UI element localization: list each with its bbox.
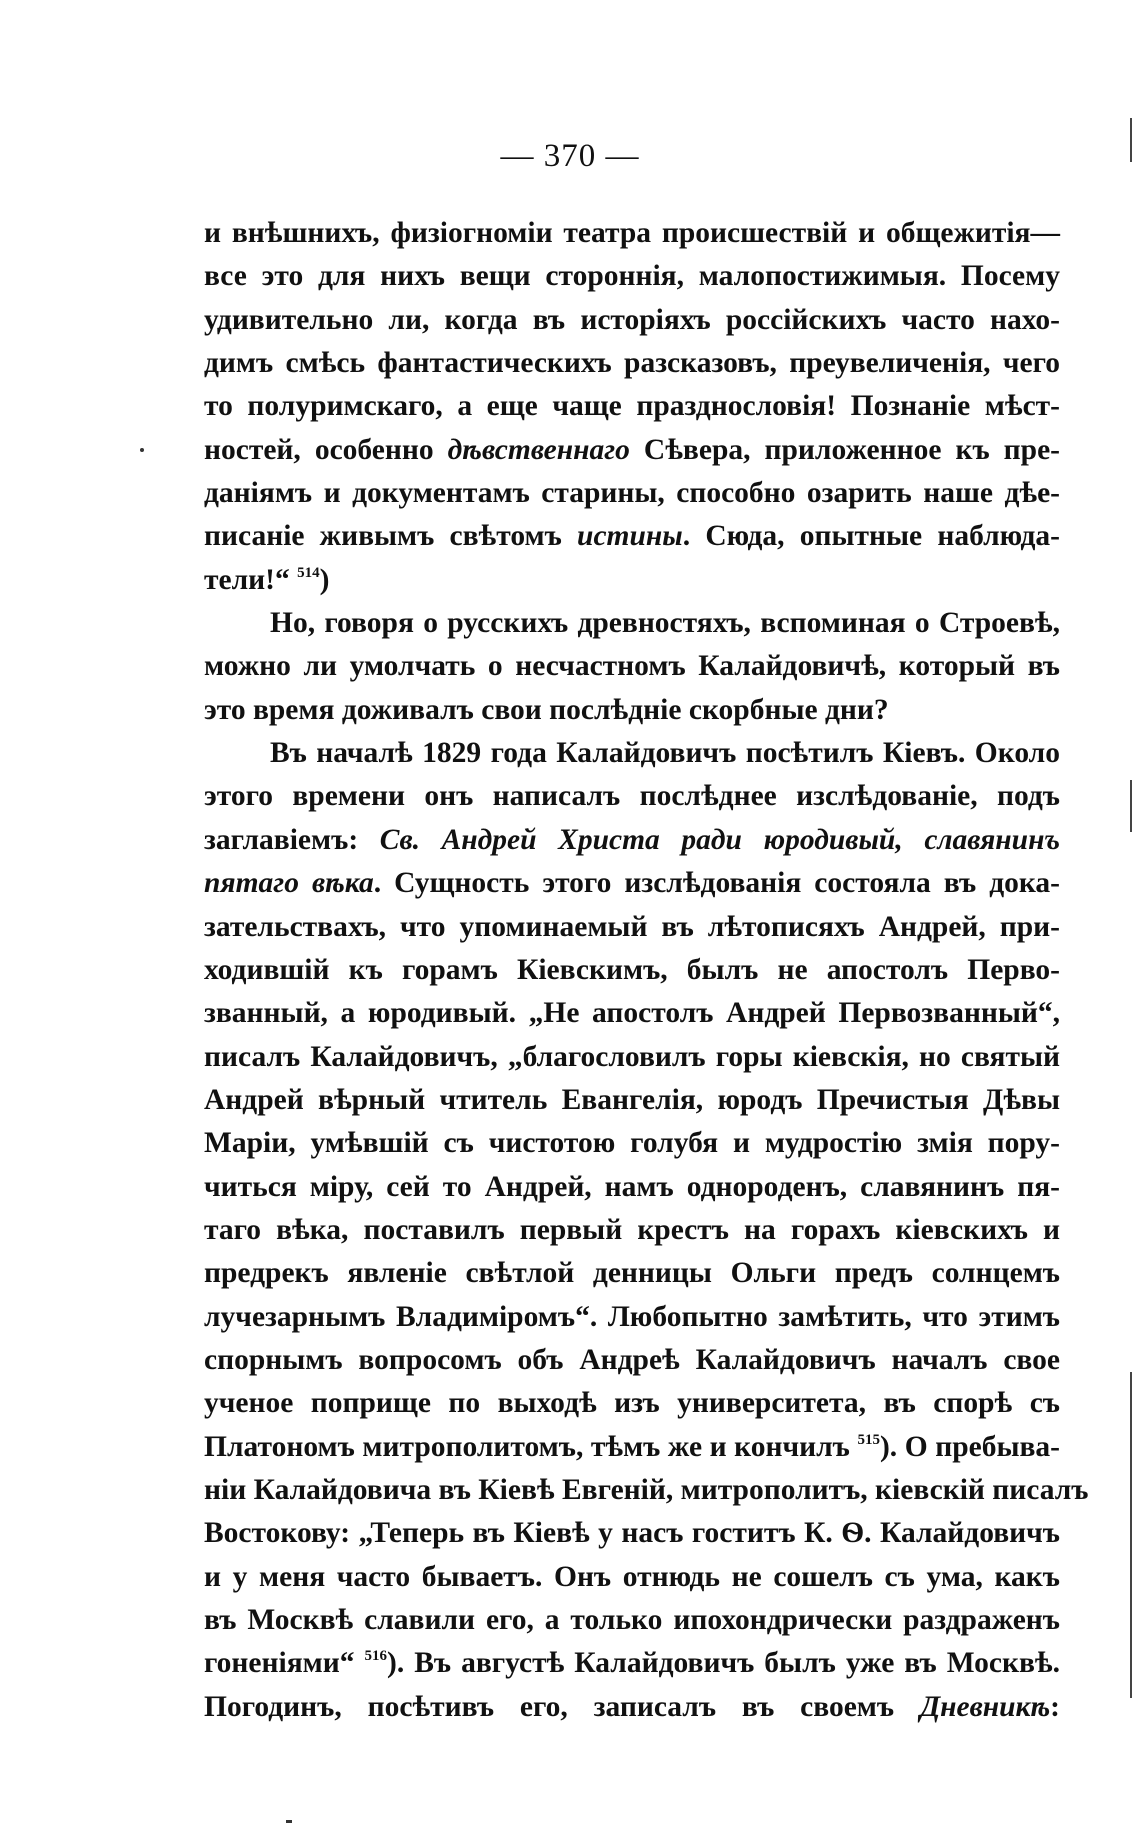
text-line	[204, 689, 1060, 732]
text-line	[204, 342, 1060, 385]
text-line	[204, 212, 1060, 255]
text-segment: ). Въ августѣ Калайдовичъ былъ уже въ Москвѣ.	[387, 1647, 1060, 1680]
margin-rule-bottom	[1130, 1372, 1132, 1698]
text-line	[204, 992, 1060, 1035]
body-text	[204, 212, 1089, 1729]
text-segment: даніямъ и документамъ старины, способно озарить наше дѣе-	[204, 477, 1060, 510]
text-line	[204, 1296, 1060, 1339]
text-segment: читься міру, сей то Андрей, намъ однороденъ, славянинъ пя-	[204, 1170, 1060, 1203]
text-segment: Въ началѣ 1829 года Калайдовичъ посѣтилъ Кіевъ. Около	[270, 737, 1060, 770]
text-segment: заглавіемъ:	[204, 823, 380, 856]
bottom-speck	[286, 1820, 292, 1823]
text-segment: ходившій къ горамъ Кіевскимъ, былъ не апостолъ Перво-	[204, 953, 1060, 986]
text-segment: Сѣвера, приложенное къ пре-	[629, 433, 1060, 466]
text-segment: и у меня часто бываетъ. Онъ отнюдь не сошелъ съ ума, какъ	[204, 1560, 1060, 1593]
text-line	[204, 949, 1060, 992]
footnote-ref: 514	[297, 564, 320, 581]
text-segment: Маріи, умѣвшій съ чистотою голубя и мудростію змія пору-	[204, 1127, 1060, 1160]
text-line	[204, 1642, 1060, 1685]
text-line	[204, 472, 1060, 515]
text-line	[204, 385, 1060, 428]
text-segment: Погодинъ, посѣтивъ его, записалъ въ своемъ	[204, 1690, 920, 1723]
italic-text: Св. Андрей Христа ради юродивый, славянинъ	[379, 823, 1061, 856]
text-segment: это время доживалъ свои послѣдніе скорбные дни?	[204, 693, 889, 726]
text-line	[204, 1426, 1060, 1469]
text-line	[204, 732, 1060, 775]
italic-text: Дневникѣ	[919, 1690, 1051, 1723]
text-line	[204, 1079, 1060, 1122]
text-segment: Платономъ митрополитомъ, тѣмъ же и кончилъ	[204, 1430, 858, 1463]
text-line	[204, 602, 1060, 645]
italic-text: пятаго вѣка	[204, 867, 374, 900]
text-line	[204, 299, 1060, 342]
page-number: — 370 —	[500, 138, 640, 174]
text-segment: Но, говоря о русскихъ древностяхъ, вспоминая о Строевѣ,	[270, 607, 1060, 640]
text-segment: все это для нихъ вещи стороннія, малопостижимыя. Посему	[204, 260, 1060, 293]
text-line	[204, 515, 1060, 558]
margin-rule-middle	[1130, 780, 1132, 832]
text-segment: ). О пребыва-	[879, 1430, 1060, 1463]
text-line	[204, 429, 1060, 472]
text-segment: таго вѣка, поставилъ первый крестъ на горахъ кіевскихъ и	[204, 1213, 1060, 1246]
text-segment: спорнымъ вопросомъ объ Андреѣ Калайдовичъ началъ свое	[204, 1343, 1060, 1376]
text-segment: ученое поприще по выходѣ изъ университета, въ спорѣ съ	[204, 1387, 1060, 1420]
text-segment: предрекъ явленіе свѣтлой денницы Ольги предъ солнцемъ	[204, 1257, 1060, 1290]
text-segment: можно ли умолчать о несчастномъ Калайдовичѣ, который въ	[204, 650, 1060, 683]
text-line	[204, 559, 1060, 602]
margin-rule-top	[1130, 118, 1132, 162]
text-line	[204, 1036, 1060, 1079]
text-segment: писалъ Калайдовичъ, „благословилъ горы кіевскія, но святый	[204, 1040, 1060, 1073]
text-segment: удивительно ли, когда въ исторіяхъ россійскихъ часто нахо-	[204, 303, 1060, 336]
text-segment: димъ смѣсь фантастическихъ разсказовъ, преувеличенія, чего	[204, 347, 1060, 380]
text-line	[204, 255, 1060, 298]
footnote-ref: 515	[857, 1431, 880, 1448]
italic-text: истины	[577, 520, 683, 553]
text-segment: въ Москвѣ славили его, а только ипохондрически раздраженъ	[204, 1604, 1060, 1636]
text-line	[204, 906, 1060, 949]
footnote-ref: 516	[364, 1648, 387, 1665]
text-line	[204, 775, 1060, 818]
text-line	[204, 1686, 1060, 1729]
text-segment: лучезарнымъ Владиміромъ“. Любопытно замѣтить, что этимъ	[204, 1300, 1060, 1333]
text-segment: . Сущность этого изслѣдованія состояла въ дока-	[373, 867, 1061, 900]
text-line	[204, 1382, 1060, 1425]
text-line	[204, 862, 1060, 905]
text-line	[204, 1556, 1060, 1599]
text-segment: ніи Калайдовича въ Кіевѣ Евгеній, митрополитъ, кіевскій писалъ	[204, 1473, 1089, 1506]
text-line	[204, 1122, 1060, 1165]
text-segment: тели!“	[204, 563, 298, 596]
text-segment: гоненіями“	[204, 1647, 365, 1680]
text-segment: ностей, особенно	[204, 433, 448, 466]
text-segment: . Сюда, опытные наблюда-	[682, 520, 1060, 553]
text-line	[204, 645, 1060, 688]
text-segment: писаніе живымъ свѣтомъ	[204, 520, 578, 553]
text-line	[204, 1599, 1060, 1642]
text-segment: и внѣшнихъ, физіогноміи театра происшествій и общежитія—	[204, 217, 1060, 249]
text-line	[204, 1512, 1060, 1555]
text-segment: этого времени онъ написалъ послѣднее изслѣдованіе, подъ	[204, 780, 1060, 813]
text-line	[204, 1166, 1060, 1209]
text-line	[204, 1469, 1089, 1512]
text-segment: то полуримскаго, а еще чаще празднословія! Познаніе мѣст-	[204, 390, 1060, 423]
text-segment: :	[1050, 1690, 1060, 1723]
text-segment: Андрей вѣрный чтитель Евангелія, юродъ Пречистыя Дѣвы	[204, 1083, 1060, 1116]
text-segment: )	[319, 563, 330, 596]
text-line	[204, 1209, 1060, 1252]
text-line	[204, 819, 1060, 862]
text-line	[204, 1339, 1060, 1382]
text-segment: званный, а юродивый. „Не апостолъ Андрей Первозванный“,	[204, 997, 1060, 1030]
text-line	[204, 1252, 1060, 1295]
text-segment: Востокову: „Теперь въ Кіевѣ у насъ гоститъ К. Ѳ. Калайдовичъ	[204, 1517, 1060, 1550]
text-segment: зательствахъ, что упоминаемый въ лѣтописяхъ Андрей, при-	[204, 910, 1060, 943]
margin-speck	[140, 448, 144, 452]
italic-text: дѣвственнаго	[447, 433, 630, 466]
